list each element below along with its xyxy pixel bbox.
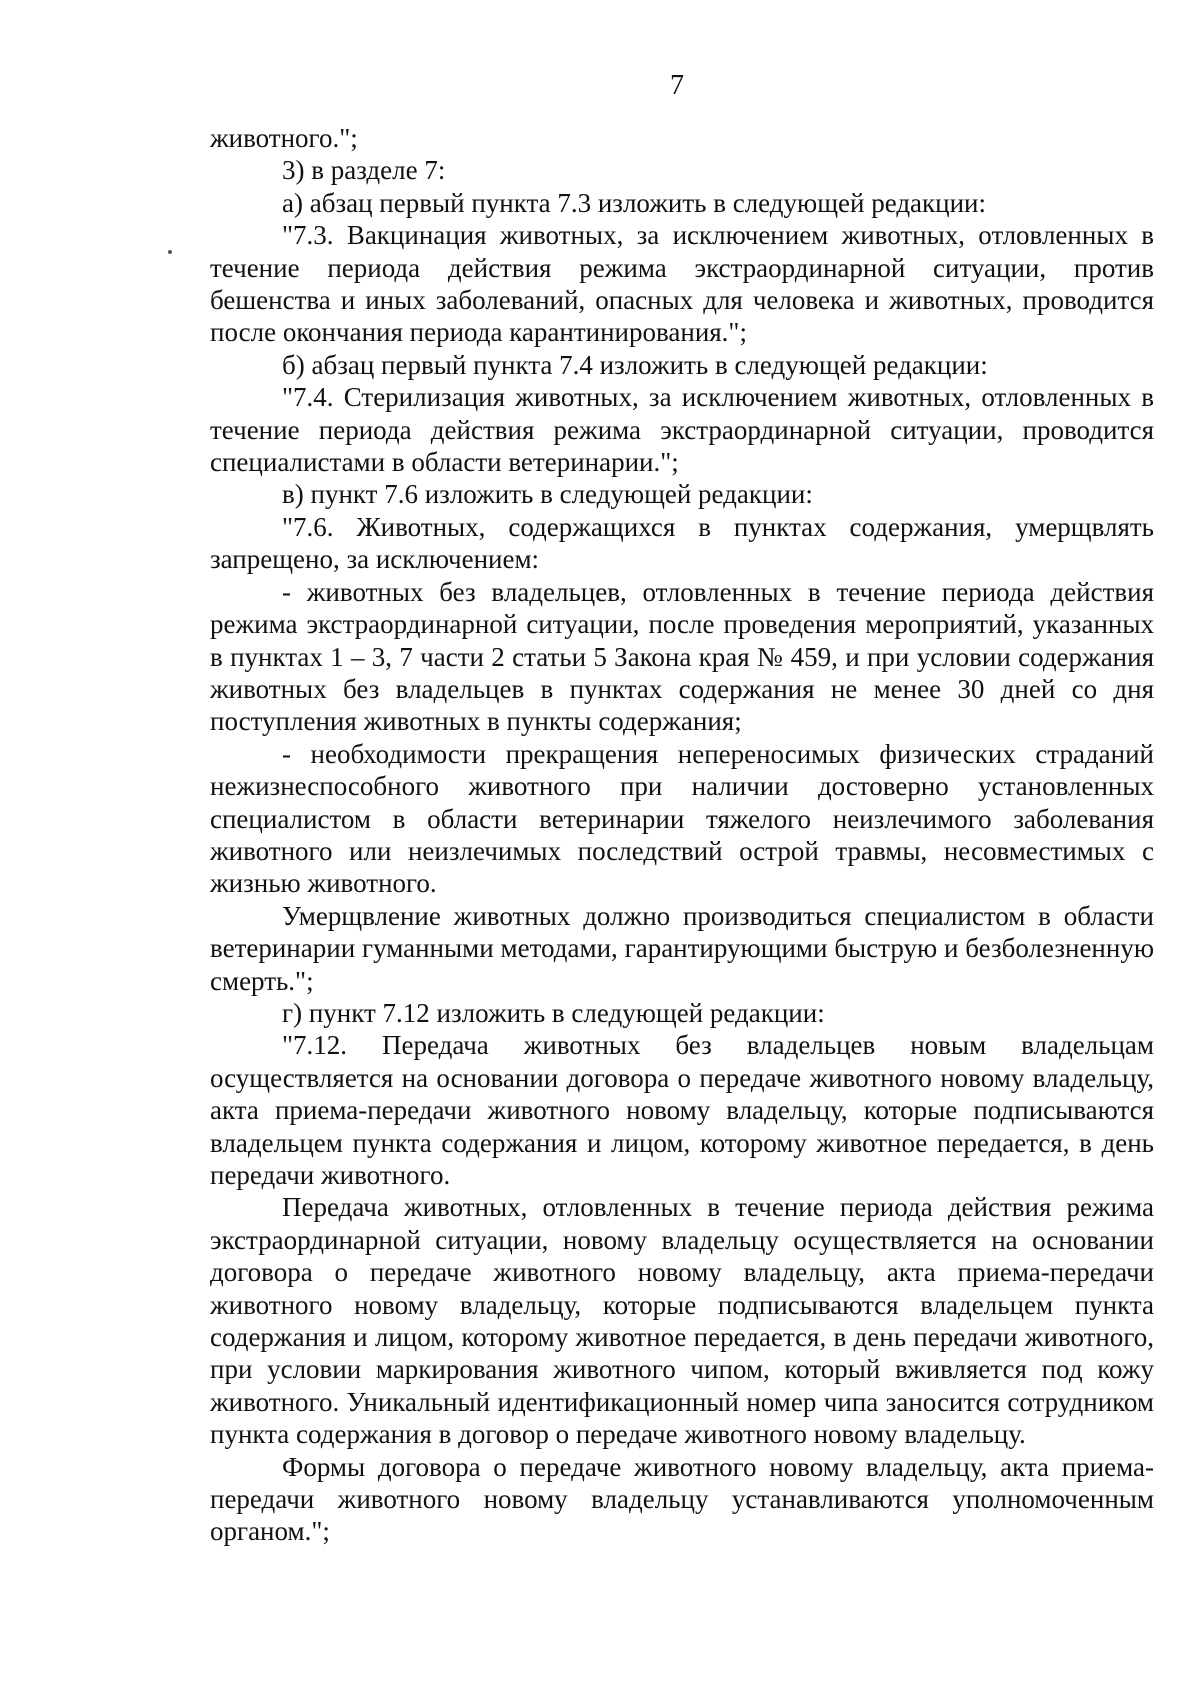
paragraph: Формы договора о передаче животного новому владельцу, акта приема-передачи животного новому владельцу устанавливаются уполномоченным органом."; <box>210 1451 1154 1547</box>
paragraph: "7.3. Вакцинация животных, за исключением животных, отловленных в течение периода действия режима экстраординарной ситуации, против бешенства и иных заболеваний, опасных для человека и животных, проводится после окончания периода карантинирования."; <box>210 220 1154 348</box>
scan-speck <box>168 250 172 254</box>
paragraph: - животных без владельцев, отловленных в течение периода действия режима экстраординарной ситуации, после проведения мероприятий, указанных в пунктах 1 – 3, 7 части 2 статьи 5 Закона края № 459, и при условии содержания животных без владельцев в пунктах содержания не менее 30 дней со дня поступления животных в пункты содержания; <box>210 576 1154 737</box>
document-body <box>210 122 1154 1548</box>
page-number: 7 <box>670 70 684 101</box>
paragraph: б) абзац первый пункта 7.4 изложить в следующей редакции: <box>282 349 988 380</box>
paragraph: "7.6. Животных, содержащихся в пунктах содержания, умерщвлять запрещено, за исключением: <box>210 511 1154 575</box>
paragraph: "7.12. Передача животных без владельцев новым владельцам осуществляется на основании договора о передаче животного новому владельцу, акта приема-передачи животного новому владельцу, которые подписываются владельцем пункта содержания и лицом, которому животное передается, в день передачи животного. <box>210 1030 1154 1190</box>
paragraph: животного."; <box>210 123 358 153</box>
paragraph: Передача животных, отловленных в течение периода действия режима экстраординарной ситуации, новому владельцу осуществляется на основании договора о передаче животного новому владельцу, акта приема-передачи животного новому владельцу, которые подписываются владельцем пункта содержания и лицом, которому животное передается, в день передачи животного, при условии маркирования животного чипом, который вживляется под кожу животного. Уникальный идентификационный номер чипа заносится сотрудником пункта содержания в договор о передаче животного новому владельцу. <box>210 1192 1154 1450</box>
paragraph: в) пункт 7.6 изложить в следующей редакции: <box>282 479 813 510</box>
paragraph: г) пункт 7.12 изложить в следующей редакции: <box>282 997 825 1028</box>
paragraph: "7.4. Стерилизация животных, за исключением животных, отловленных в течение периода действия режима экстраординарной ситуации, проводится специалистами в области ветеринарии."; <box>210 382 1154 478</box>
paragraph: - необходимости прекращения непереносимых физических страданий нежизнеспособного животного при наличии достоверно установленных специалистом в области ветеринарии тяжелого неизлечимого заболевания животного или неизлечимых последствий острой травмы, несовместимых с жизнью животного. <box>210 738 1154 899</box>
paragraph: а) абзац первый пункта 7.3 изложить в следующей редакции: <box>282 187 987 218</box>
paragraph: 3) в разделе 7: <box>282 155 446 186</box>
paragraph: Умерщвление животных должно производиться специалистом в области ветеринарии гуманными методами, гарантирующими быструю и безболезненную смерть."; <box>210 900 1154 996</box>
